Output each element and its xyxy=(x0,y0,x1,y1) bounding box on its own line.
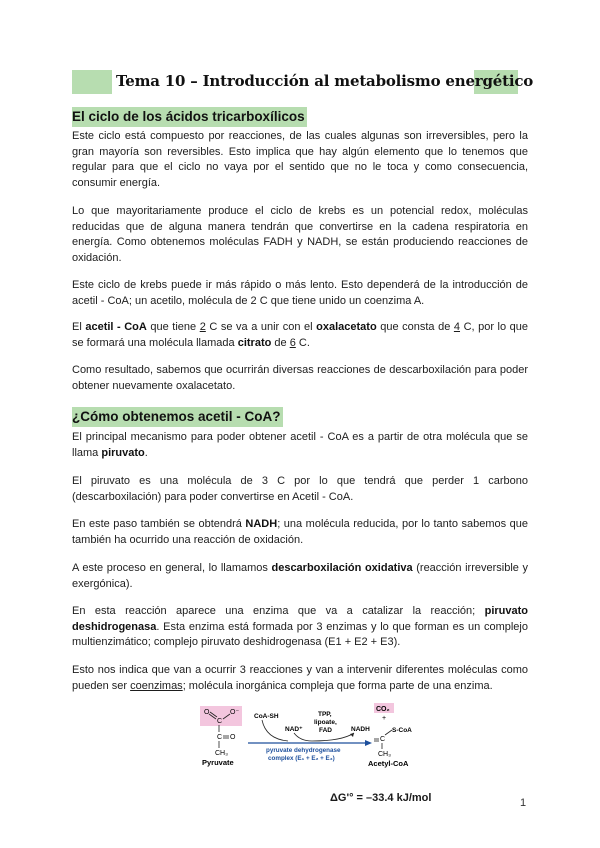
pyruvate-atom-o: O xyxy=(204,709,210,716)
paragraph: Este ciclo de krebs puede ir más rápido o más lento. Esto dependerá de la introducción de acetil - CoA; un acetilo, molécula de 2 C que tiene unido un coenzima A. xyxy=(72,279,528,307)
paragraph: Esto nos indica que van a ocurrir 3 reacciones y van a intervenir diferentes moléculas como pueden ser coenzimas; molécula inorgánica compleja que forma parte de una enzima. xyxy=(72,664,528,692)
pyruvate-label: Pyruvate xyxy=(202,758,234,767)
acetyl-coa-label: Acetyl-CoA xyxy=(368,759,409,768)
pyruvate-atom-o-minus: O⁻ xyxy=(230,709,240,716)
nad-curve-arrow xyxy=(294,733,354,741)
paragraph: A este proceso en general, lo llamamos descarboxilación oxidativa (reacción irreversible y exergónica). xyxy=(72,562,528,590)
coa-sh-label: CoA-SH xyxy=(254,713,279,720)
acetyl-ch3: CH₃ xyxy=(378,751,391,758)
pyruvate-ch3: CH₃ xyxy=(215,750,228,757)
nad-label: NAD⁺ xyxy=(285,726,303,733)
title-highlight-left xyxy=(72,70,112,94)
s-coa-label: S-CoA xyxy=(392,727,412,734)
paragraph-acetil-coa: El acetil - CoA que tiene 2 C se va a unir con el oxalacetato que consta de 4 C, por lo que se formará una molécula llamada citrato de 6 C. xyxy=(72,321,529,349)
paragraph: El piruvato es una molécula de 3 C por lo que tendrá que perder 1 carbono (descarboxilación) para poder convertirse en Acetil - CoA. xyxy=(72,475,528,503)
plus-sign: + xyxy=(382,715,387,722)
fad-label: FAD xyxy=(319,727,332,734)
nadh-label: NADH xyxy=(351,726,370,733)
delta-g-value: ΔG'° = –33.4 kJ/mol xyxy=(330,792,432,804)
pyruvate-reaction-figure xyxy=(196,703,428,783)
enzyme-label-1: pyruvate dehydrogenase xyxy=(266,747,341,754)
paragraph: En esta reacción aparece una enzima que va a catalizar la reacción; piruvato deshidrogenasa. Esta enzima está formada por 3 enzimas y lo que forman es un complejo multienzimático; complejo piruvato deshidrogenasa (E1 + E2 + E3). xyxy=(72,605,528,649)
reaction-arrowhead xyxy=(365,740,372,746)
bond xyxy=(385,730,392,735)
acetyl-atom-c: C xyxy=(380,736,386,743)
lipoate-label: lipoate, xyxy=(314,719,337,726)
paragraph: Como resultado, sabemos que ocurrirán diversas reacciones de descarboxilación para poder obtener nuevamente oxalacetato. xyxy=(72,364,528,392)
pyruvate-atom-c1: C xyxy=(217,718,223,725)
section-heading-acetil: ¿Cómo obtenemos acetil - CoA? xyxy=(72,407,283,427)
pyruvate-atom-c2: C xyxy=(217,734,223,741)
section-heading-krebs: El ciclo de los ácidos tricarboxílicos xyxy=(72,107,307,127)
reaction-diagram xyxy=(196,703,428,783)
page-number: 1 xyxy=(520,797,527,809)
paragraph: El principal mecanismo para poder obtener acetil - CoA es a partir de otra molécula que se llama piruvato. xyxy=(72,431,528,459)
tpp-label: TPP, xyxy=(318,711,332,718)
co2-label: CO₂ xyxy=(376,706,390,713)
paragraph: Lo que mayoritariamente produce el ciclo de krebs es un potencial redox, moléculas reducidas que de alguna manera tendrán que convertirse en la cadena respiratoria en energía. Como obtenemos moléculas FADH y NADH, se están produciendo reacciones de oxidación. xyxy=(72,205,528,264)
title-bar xyxy=(72,70,534,94)
paragraph: Este ciclo está compuesto por reacciones, de las cuales algunas son irreversibles, pero la gran mayoría son reversibles. Esto implica que hay algún elemento que lo tenemos que regular para que el ciclo no vaya por el sentido que no le toca y como consecuencia, consumir energía. xyxy=(72,130,528,189)
paragraph: En este paso también se obtendrá NADH; una molécula reducida, por lo tanto sabemos que también ha ocurrido una reacción de oxidación. xyxy=(72,518,528,546)
enzyme-label-2: complex (E₁ + E₂ + E₃) xyxy=(268,755,335,762)
pyruvate-atom-o2: O xyxy=(230,734,236,741)
page-title: Tema 10 – Introducción al metabolismo energético xyxy=(116,72,534,90)
